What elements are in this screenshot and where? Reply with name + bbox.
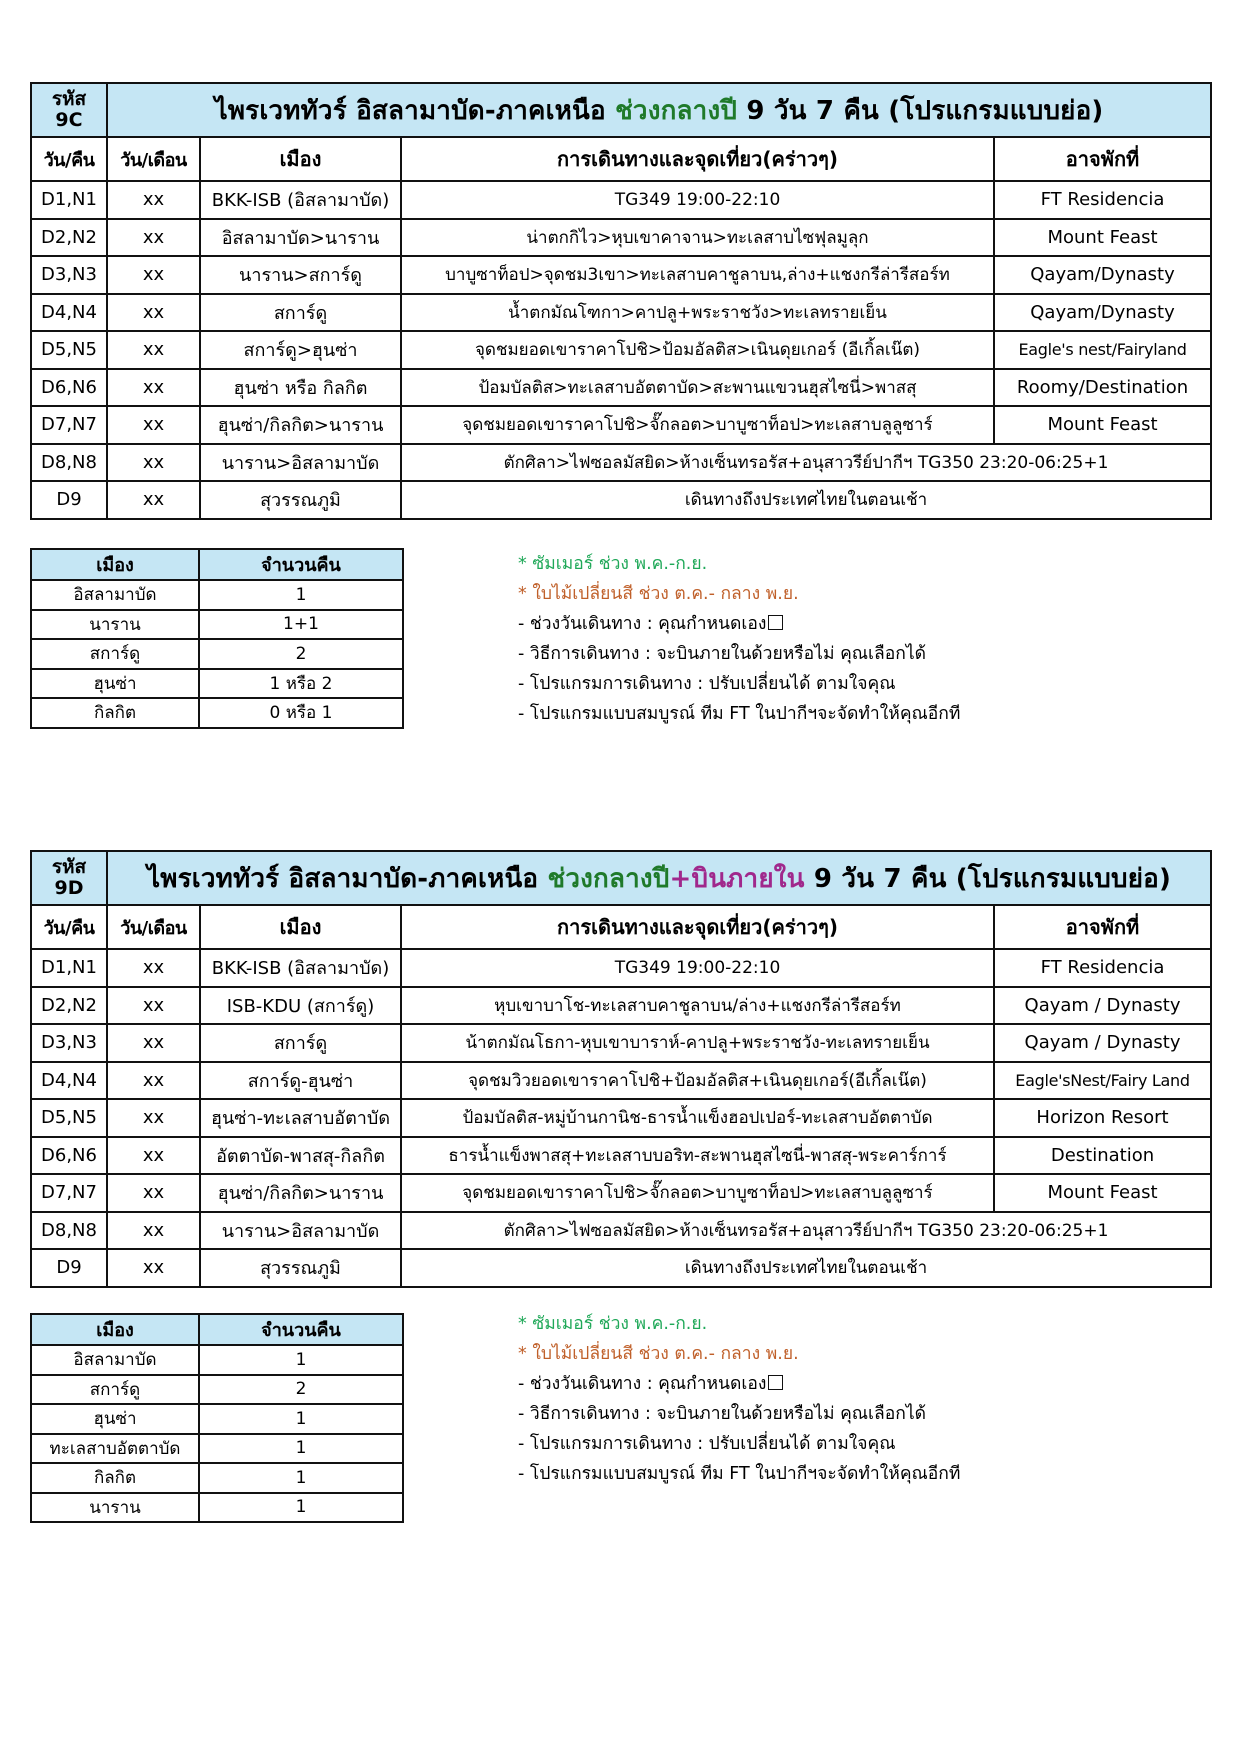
cell-day-night: D6,N6	[31, 369, 107, 407]
cell-city: สการ์ดู>ฮุนซ่า	[200, 331, 401, 369]
cell-hotel: Destination	[994, 1137, 1211, 1175]
cell-day-night: D3,N3	[31, 256, 107, 294]
summary-cell-nights: 1 หรือ 2	[199, 669, 403, 699]
summary-cell-city: นาราน	[31, 610, 199, 640]
cell-hotel: Eagle'sNest/Fairy Land	[994, 1062, 1211, 1100]
col-activity: การเดินทางและจุดเที่ยว(คร่าวๆ)	[401, 137, 994, 181]
summary-row	[31, 669, 403, 699]
col-day-night: วัน/คืน	[31, 137, 107, 181]
summary-cell-city: กิลกิต	[31, 698, 199, 728]
cell-city: BKK-ISB (อิสลามาบัด)	[200, 181, 401, 219]
program-code-cell	[31, 851, 107, 905]
summary-body	[31, 1345, 403, 1522]
summary-row	[31, 1345, 403, 1375]
note-summer: * ซัมเมอร์ ช่วง พ.ค.-ก.ย.	[518, 1314, 708, 1334]
cell-day-night: D5,N5	[31, 331, 107, 369]
cell-day-night: D8,N8	[31, 444, 107, 482]
program-code-label: รหัส	[51, 856, 87, 878]
cell-hotel: Mount Feast	[994, 406, 1211, 444]
cell-hotel: Mount Feast	[994, 1174, 1211, 1212]
summary-row	[31, 610, 403, 640]
cell-date: xx	[107, 949, 200, 987]
cell-hotel: Qayam / Dynasty	[994, 1024, 1211, 1062]
program-code: 9D	[54, 877, 84, 899]
cell-hotel: Eagle's nest/Fairyland	[994, 331, 1211, 369]
itinerary-row	[31, 987, 1211, 1025]
cell-date: xx	[107, 219, 200, 257]
itinerary-table-9c	[30, 82, 1212, 520]
cell-day-night: D7,N7	[31, 1174, 107, 1212]
cell-activity: เดินทางถึงประเทศไทยในตอนเช้า	[401, 481, 1211, 519]
summary-cell-nights: 1	[199, 1404, 403, 1434]
cell-city: นาราน>สการ์ดู	[200, 256, 401, 294]
summary-cell-city: กิลกิต	[31, 1463, 199, 1493]
title-row	[31, 851, 1211, 905]
itinerary-row	[31, 1024, 1211, 1062]
note-travel-dates	[518, 1369, 960, 1399]
cell-date: xx	[107, 1174, 200, 1212]
cell-city: สุวรรณภูมิ	[200, 1249, 401, 1287]
cell-city: ฮุนซ่า หรือ กิลกิต	[200, 369, 401, 407]
summary-cell-city: ฮุนซ่า	[31, 1404, 199, 1434]
summary-col-nights: จำนวนคืน	[199, 1314, 403, 1345]
summary-cell-city: อิสลามาบัด	[31, 580, 199, 610]
summary-row	[31, 1434, 403, 1464]
summary-col-city: เมือง	[31, 1314, 199, 1345]
itinerary-row	[31, 1137, 1211, 1175]
cell-date: xx	[107, 987, 200, 1025]
cell-activity: TG349 19:00-22:10	[401, 181, 994, 219]
cell-hotel: Qayam/Dynasty	[994, 256, 1211, 294]
itinerary-row	[31, 331, 1211, 369]
cell-city: สการ์ดู-ฮุนซ่า	[200, 1062, 401, 1100]
itinerary-row	[31, 256, 1211, 294]
note-summer: * ซัมเมอร์ ช่วง พ.ค.-ก.ย.	[518, 554, 708, 574]
cell-day-night: D2,N2	[31, 219, 107, 257]
summary-header-row	[31, 1314, 403, 1345]
col-city: เมือง	[200, 137, 401, 181]
notes-9c	[518, 549, 960, 729]
summary-row	[31, 1404, 403, 1434]
cell-activity: หุบเขาบาโช-ทะเลสาบคาชูลาบน/ล่าง+แชงกรีล่ารีสอร์ท	[401, 987, 994, 1025]
summary-cell-nights: 2	[199, 1375, 403, 1405]
cell-date: xx	[107, 481, 200, 519]
cell-date: xx	[107, 1212, 200, 1250]
summary-cell-nights: 1+1	[199, 610, 403, 640]
cell-city: ฮุนซ่า-ทะเลสาบอัตาบัด	[200, 1099, 401, 1137]
cell-date: xx	[107, 369, 200, 407]
cell-activity: จุดชมวิวยอดเขาราคาโปชิ+ป้อมอัลติส+เนินดุยเกอร์(อีเกิ้ลเน๊ต)	[401, 1062, 994, 1100]
itinerary-row	[31, 369, 1211, 407]
col-date: วัน/เดือน	[107, 905, 200, 949]
program-code: 9C	[55, 109, 83, 131]
program-title	[107, 851, 1211, 905]
note-travel-method: - วิธีการเดินทาง : จะบินภายในด้วยหรือไม่ คุณเลือกได้	[518, 1404, 927, 1424]
summary-cell-nights: 1	[199, 1493, 403, 1523]
cell-city: สการ์ดู	[200, 294, 401, 332]
cell-city: ISB-KDU (สการ์ดู)	[200, 987, 401, 1025]
summary-row	[31, 698, 403, 728]
note-program-flex: - โปรแกรมการเดินทาง : ปรับเปลี่ยนได้ ตามใจคุณ	[518, 1434, 896, 1454]
cell-hotel: Qayam/Dynasty	[994, 294, 1211, 332]
cell-activity: น้ำตกมัณโฑกา>คาปลู+พระราชวัง>ทะเลทรายเย็น	[401, 294, 994, 332]
itinerary-body	[31, 181, 1211, 519]
cell-date: xx	[107, 1249, 200, 1287]
column-header-row	[31, 137, 1211, 181]
summary-col-nights: จำนวนคืน	[199, 549, 403, 580]
summary-row	[31, 1463, 403, 1493]
cell-date: xx	[107, 1024, 200, 1062]
cell-day-night: D1,N1	[31, 181, 107, 219]
cell-activity: ป้อมบัลติส-หมู่บ้านกานิช-ธารน้ำแข็งฮอปเปอร์-ทะเลสาบอัตตาบัด	[401, 1099, 994, 1137]
itinerary-row	[31, 1062, 1211, 1100]
nights-summary-table-9d	[30, 1313, 404, 1523]
program-title	[107, 83, 1211, 137]
note-autumn: * ใบไม้เปลี่ยนสี ช่วง ต.ค.- กลาง พ.ย.	[518, 1344, 799, 1364]
itinerary-table-9d	[30, 850, 1212, 1288]
note-autumn: * ใบไม้เปลี่ยนสี ช่วง ต.ค.- กลาง พ.ย.	[518, 584, 799, 604]
note-full-program: - โปรแกรมแบบสมบูรณ์ ทีม FT ในปากีฯจะจัดทำให้คุณอีกที	[518, 1464, 961, 1484]
title-row	[31, 83, 1211, 137]
cell-activity: จุดชมยอดเขาราคาโปชิ>จั๊กลอต>บาบูซาท็อป>ทะเลสาบลูลูซาร์	[401, 406, 994, 444]
itinerary-row	[31, 1249, 1211, 1287]
cell-date: xx	[107, 1099, 200, 1137]
cell-day-night: D3,N3	[31, 1024, 107, 1062]
cell-day-night: D5,N5	[31, 1099, 107, 1137]
itinerary-row	[31, 1212, 1211, 1250]
cell-date: xx	[107, 331, 200, 369]
cell-city: ฮุนซ่า/กิลกิต>นาราน	[200, 1174, 401, 1212]
cell-day-night: D8,N8	[31, 1212, 107, 1250]
cell-day-night: D4,N4	[31, 294, 107, 332]
col-hotel: อาจพักที่	[994, 137, 1211, 181]
cell-city: สการ์ดู	[200, 1024, 401, 1062]
cell-hotel: Mount Feast	[994, 219, 1211, 257]
itinerary-row	[31, 219, 1211, 257]
cell-day-night: D9	[31, 481, 107, 519]
title-part: 9 วัน 7 คืน (โปรแกรมแบบย่อ)	[737, 95, 1104, 126]
summary-cell-nights: 1	[199, 580, 403, 610]
cell-activity: เดินทางถึงประเทศไทยในตอนเช้า	[401, 1249, 1211, 1287]
checkbox-icon	[768, 1375, 783, 1390]
cell-activity: น้าตกมัณโธกา-หุบเขาบาราห์-คาปลู+พระราชวัง-ทะเลทรายเย็น	[401, 1024, 994, 1062]
cell-hotel: FT Residencia	[994, 181, 1211, 219]
note-program-flex: - โปรแกรมการเดินทาง : ปรับเปลี่ยนได้ ตามใจคุณ	[518, 674, 896, 694]
note-travel-dates-text: - ช่วงวันเดินทาง : คุณกำหนดเอง	[518, 1374, 767, 1394]
cell-city: อิสลามาบัด>นาราน	[200, 219, 401, 257]
cell-hotel: Roomy/Destination	[994, 369, 1211, 407]
col-city: เมือง	[200, 905, 401, 949]
cell-hotel: Qayam / Dynasty	[994, 987, 1211, 1025]
title-season: ช่วงกลางปี	[615, 95, 738, 126]
summary-cell-city: นาราน	[31, 1493, 199, 1523]
summary-cell-city: สการ์ดู	[31, 1375, 199, 1405]
cell-day-night: D9	[31, 1249, 107, 1287]
cell-date: xx	[107, 181, 200, 219]
summary-cell-nights: 2	[199, 639, 403, 669]
cell-city: นาราน>อิสลามาบัด	[200, 1212, 401, 1250]
title-season: ช่วงกลางปี	[547, 863, 670, 894]
cell-city: อัตตาบัด-พาสสุ-กิลกิต	[200, 1137, 401, 1175]
note-travel-dates-text: - ช่วงวันเดินทาง : คุณกำหนดเอง	[518, 614, 767, 634]
cell-activity: บาบูซาท็อป>จุดชม3เขา>ทะเลสาบคาชูลาบน,ล่าง+แชงกรีล่ารีสอร์ท	[401, 256, 994, 294]
cell-activity: ธารน้ำแข็งพาสสุ+ทะเลสาบบอริท-สะพานฮุสไซนี่-พาสสุ-พระคาร์การ์	[401, 1137, 994, 1175]
summary-body	[31, 580, 403, 728]
summary-row	[31, 1493, 403, 1523]
itinerary-row	[31, 181, 1211, 219]
cell-activity: ป้อมบัลติส>ทะเลสาบอัตตาบัด>สะพานแขวนฮุสไซนี่>พาสสุ	[401, 369, 994, 407]
summary-cell-city: อิสลามาบัด	[31, 1345, 199, 1375]
note-travel-dates	[518, 609, 960, 639]
col-activity: การเดินทางและจุดเที่ยว(คร่าวๆ)	[401, 905, 994, 949]
checkbox-icon	[768, 615, 783, 630]
cell-date: xx	[107, 406, 200, 444]
cell-activity: น่าตกกิไว>หุบเขาคาจาน>ทะเลสาบไซฟุลมูลุก	[401, 219, 994, 257]
summary-cell-nights: 0 หรือ 1	[199, 698, 403, 728]
cell-day-night: D7,N7	[31, 406, 107, 444]
column-header-row	[31, 905, 1211, 949]
itinerary-row	[31, 1099, 1211, 1137]
note-full-program: - โปรแกรมแบบสมบูรณ์ ทีม FT ในปากีฯจะจัดทำให้คุณอีกที	[518, 704, 961, 724]
notes-9d	[518, 1309, 960, 1489]
itinerary-body	[31, 949, 1211, 1287]
summary-col-city: เมือง	[31, 549, 199, 580]
summary-row	[31, 639, 403, 669]
cell-date: xx	[107, 1137, 200, 1175]
itinerary-row	[31, 1174, 1211, 1212]
summary-header-row	[31, 549, 403, 580]
summary-cell-city: ฮุนซ่า	[31, 669, 199, 699]
itinerary-row	[31, 444, 1211, 482]
summary-cell-nights: 1	[199, 1434, 403, 1464]
cell-day-night: D1,N1	[31, 949, 107, 987]
cell-activity: TG349 19:00-22:10	[401, 949, 994, 987]
summary-row	[31, 1375, 403, 1405]
summary-cell-city: ทะเลสาบอัตตาบัด	[31, 1434, 199, 1464]
cell-city: ฮุนซ่า/กิลกิต>นาราน	[200, 406, 401, 444]
cell-hotel: FT Residencia	[994, 949, 1211, 987]
itinerary-row	[31, 294, 1211, 332]
cell-day-night: D4,N4	[31, 1062, 107, 1100]
program-code-cell	[31, 83, 107, 137]
nights-summary-table-9c	[30, 548, 404, 729]
cell-activity: ตักศิลา>ไฟซอลมัสยิด>ห้างเซ็นทรอรัส+อนุสาวรีย์ปากีฯ TG350 23:20-06:25+1	[401, 1212, 1211, 1250]
col-hotel: อาจพักที่	[994, 905, 1211, 949]
title-part: 9 วัน 7 คืน (โปรแกรมแบบย่อ)	[804, 863, 1172, 894]
title-domestic-flight: +บินภายใน	[669, 863, 805, 894]
cell-activity: จุดชมยอดเขาราคาโปชิ>ป้อมอัลติส>เนินดุยเกอร์ (อีเกิ้ลเน๊ต)	[401, 331, 994, 369]
cell-city: BKK-ISB (อิสลามาบัด)	[200, 949, 401, 987]
cell-hotel: Horizon Resort	[994, 1099, 1211, 1137]
itinerary-row	[31, 481, 1211, 519]
cell-day-night: D6,N6	[31, 1137, 107, 1175]
summary-row	[31, 580, 403, 610]
cell-activity: จุดชมยอดเขาราคาโปชิ>จั๊กลอต>บาบูซาท็อป>ทะเลสาบลูลูซาร์	[401, 1174, 994, 1212]
col-date: วัน/เดือน	[107, 137, 200, 181]
summary-cell-city: สการ์ดู	[31, 639, 199, 669]
cell-date: xx	[107, 1062, 200, 1100]
cell-city: สุวรรณภูมิ	[200, 481, 401, 519]
title-part: ไพรเวททัวร์ อิสลามาบัด-ภาคเหนือ	[214, 95, 616, 126]
cell-activity: ตักศิลา>ไฟซอลมัสยิด>ห้างเซ็นทรอรัส+อนุสาวรีย์ปากีฯ TG350 23:20-06:25+1	[401, 444, 1211, 482]
itinerary-row	[31, 949, 1211, 987]
cell-date: xx	[107, 444, 200, 482]
itinerary-row	[31, 406, 1211, 444]
cell-date: xx	[107, 294, 200, 332]
col-day-night: วัน/คืน	[31, 905, 107, 949]
summary-cell-nights: 1	[199, 1345, 403, 1375]
cell-day-night: D2,N2	[31, 987, 107, 1025]
summary-cell-nights: 1	[199, 1463, 403, 1493]
cell-date: xx	[107, 256, 200, 294]
title-part: ไพรเวททัวร์ อิสลามาบัด-ภาคเหนือ	[147, 863, 548, 894]
cell-city: นาราน>อิสลามาบัด	[200, 444, 401, 482]
program-code-label: รหัส	[51, 88, 87, 110]
note-travel-method: - วิธีการเดินทาง : จะบินภายในด้วยหรือไม่ คุณเลือกได้	[518, 644, 927, 664]
